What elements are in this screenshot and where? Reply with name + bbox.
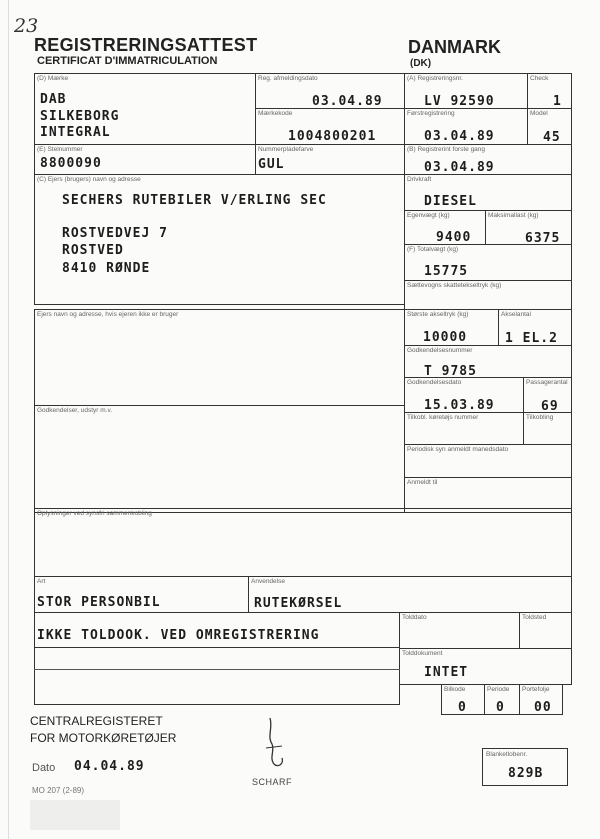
godkdato-value: 15.03.89 (424, 398, 495, 413)
regdate-label: Reg. afmeldingsdato (258, 75, 318, 82)
model-value: 45 (543, 130, 561, 145)
model-label: Model (530, 110, 548, 117)
bilkode-value: 0 (458, 700, 467, 715)
check-value: 1 (553, 94, 562, 109)
makslast-value: 6375 (525, 231, 561, 246)
page-number: 23 (14, 15, 39, 37)
akselantal-value: 1 EL.2 (505, 331, 558, 346)
bilkode-label: Bilkode (444, 686, 466, 693)
stelnummer-value: 8800090 (40, 156, 102, 171)
fabrikat-line-1: DAB (40, 92, 67, 107)
saettevogn-label: Sættevogns skattetekseltryk (kg) (407, 282, 502, 289)
godkdato-label: Godkendelsesdato (407, 379, 462, 386)
tilkobling-label: Tilkobling (526, 414, 554, 421)
typecode-value: 1004800201 (288, 129, 377, 144)
dato-value: 04.04.89 (74, 759, 145, 774)
periode-label: Periode (487, 686, 510, 693)
typecode-label: Mærkekode (258, 110, 293, 117)
ejer-cell (34, 309, 405, 406)
godknummer-label: Godkendelsesnummer (407, 347, 473, 354)
fabrikat-line-3: INTEGRAL (40, 125, 111, 140)
periode-value: 0 (496, 700, 505, 715)
anvendelse-value: RUTEKØRSEL (254, 596, 343, 611)
anvendelse-label: Anvendelse (251, 578, 285, 585)
art-value: STOR PERSONBIL (37, 595, 161, 610)
egenvaegt-value: 9400 (436, 230, 472, 245)
drivkraft-value: DIESEL (424, 194, 477, 209)
art-label: Art (37, 578, 46, 585)
akselantal-label: Akselantal (501, 311, 531, 318)
platecolor-value: GUL (258, 157, 285, 172)
tolddokument-label: Tolddokument (402, 650, 443, 657)
bottom-smudge (30, 800, 120, 830)
owner-addr-1: ROSTVEDVEJ 7 (62, 226, 168, 241)
form-subtitle: CERTIFICAT D'IMMATRICULATION (37, 55, 218, 67)
tolddato-label: Tolddato (402, 614, 427, 621)
regnumber-label: (A) Registreringsnr. (407, 75, 463, 82)
oplysninger-label: Oplysninger ved synsfri sammenkobling (37, 510, 152, 517)
firstreg-label: Førstregistrering (407, 110, 455, 117)
godkendelser-cell (34, 405, 405, 513)
blanketnr-value: 829B (508, 766, 544, 781)
periodisk-label: Periodisk syn anmeldt manedsdato (407, 446, 509, 453)
check-label: Check (530, 75, 549, 82)
passagerer-label: Passagerantal (526, 379, 568, 386)
firstreg-value: 03.04.89 (424, 129, 495, 144)
totalvaegt-label: (F) Totalvægt (kg) (407, 246, 459, 253)
totalvaegt-value: 15775 (424, 264, 469, 279)
breg-label: (B) Registrerint forste gang (407, 146, 486, 153)
fabrikat-label: (D) Mærke (37, 75, 69, 82)
makslast-label: Maksimallast (kg) (488, 212, 539, 219)
portefolje-value: 00 (534, 700, 552, 715)
breg-value: 03.04.89 (424, 160, 495, 175)
remark-divider (34, 647, 400, 648)
stelnummer-label: (E) Stelnummer (37, 146, 83, 153)
akseltryk-label: Største akseltryk (kg) (407, 311, 469, 318)
form-code: MO 207 (2-89) (32, 786, 85, 795)
blanketnr-label: Blanketlobenr. (486, 751, 528, 758)
toldsted-label: Toldsted (522, 614, 547, 621)
godknummer-value: T 9785 (424, 364, 477, 379)
drivkraft-label: Drivkraft (407, 176, 432, 183)
dato-label: Dato (32, 762, 56, 774)
passagerer-value: 69 (541, 399, 559, 414)
signature (258, 714, 302, 782)
signature-name: SCHARF (252, 777, 293, 787)
regdate-value: 03.04.89 (312, 94, 383, 109)
registry-line-2: FOR MOTORKØRETØJER (30, 731, 177, 745)
page-edge (8, 0, 9, 839)
owner-addr-3: 8410 RØNDE (62, 261, 151, 276)
egenvaegt-label: Egenvægt (kg) (407, 212, 450, 219)
country-title: DANMARK (408, 37, 501, 57)
anmeldt-label: Anmeldt til (407, 479, 438, 486)
portefolje-label: Portefolje (522, 686, 550, 693)
remark-cell (34, 612, 400, 705)
remark-divider-2 (34, 669, 400, 670)
godkendelser-label: Godkendelser, udstyr m.v. (37, 407, 113, 414)
country-code: (DK) (410, 58, 432, 69)
oplysninger-cell (34, 508, 572, 577)
tilkobnummer-label: Tilkobl. køretøjs nummer (407, 414, 479, 421)
akseltryk-value: 10000 (423, 330, 468, 345)
owner-addr-2: ROSTVED (62, 243, 124, 258)
form-title: REGISTRERINGSATTEST (34, 35, 258, 55)
platecolor-label: Nummerpladefarve (258, 146, 314, 153)
owner-label: (C) Ejers (brugers) navn og adresse (37, 176, 141, 183)
registry-line-1: CENTRALREGISTERET (30, 714, 163, 728)
tolddokument-value: INTET (424, 665, 469, 680)
owner-name-value: SECHERS RUTEBILER V/ERLING SEC (62, 193, 327, 208)
fabrikat-line-2: SILKEBORG (40, 109, 120, 124)
ejer-label: Ejers navn og adresse, hvis ejeren ikke er bruger (37, 311, 179, 318)
regnumber-value: LV 92590 (424, 94, 495, 109)
remark-value: IKKE TOLDOOK. VED OMREGISTRERING (37, 628, 320, 643)
